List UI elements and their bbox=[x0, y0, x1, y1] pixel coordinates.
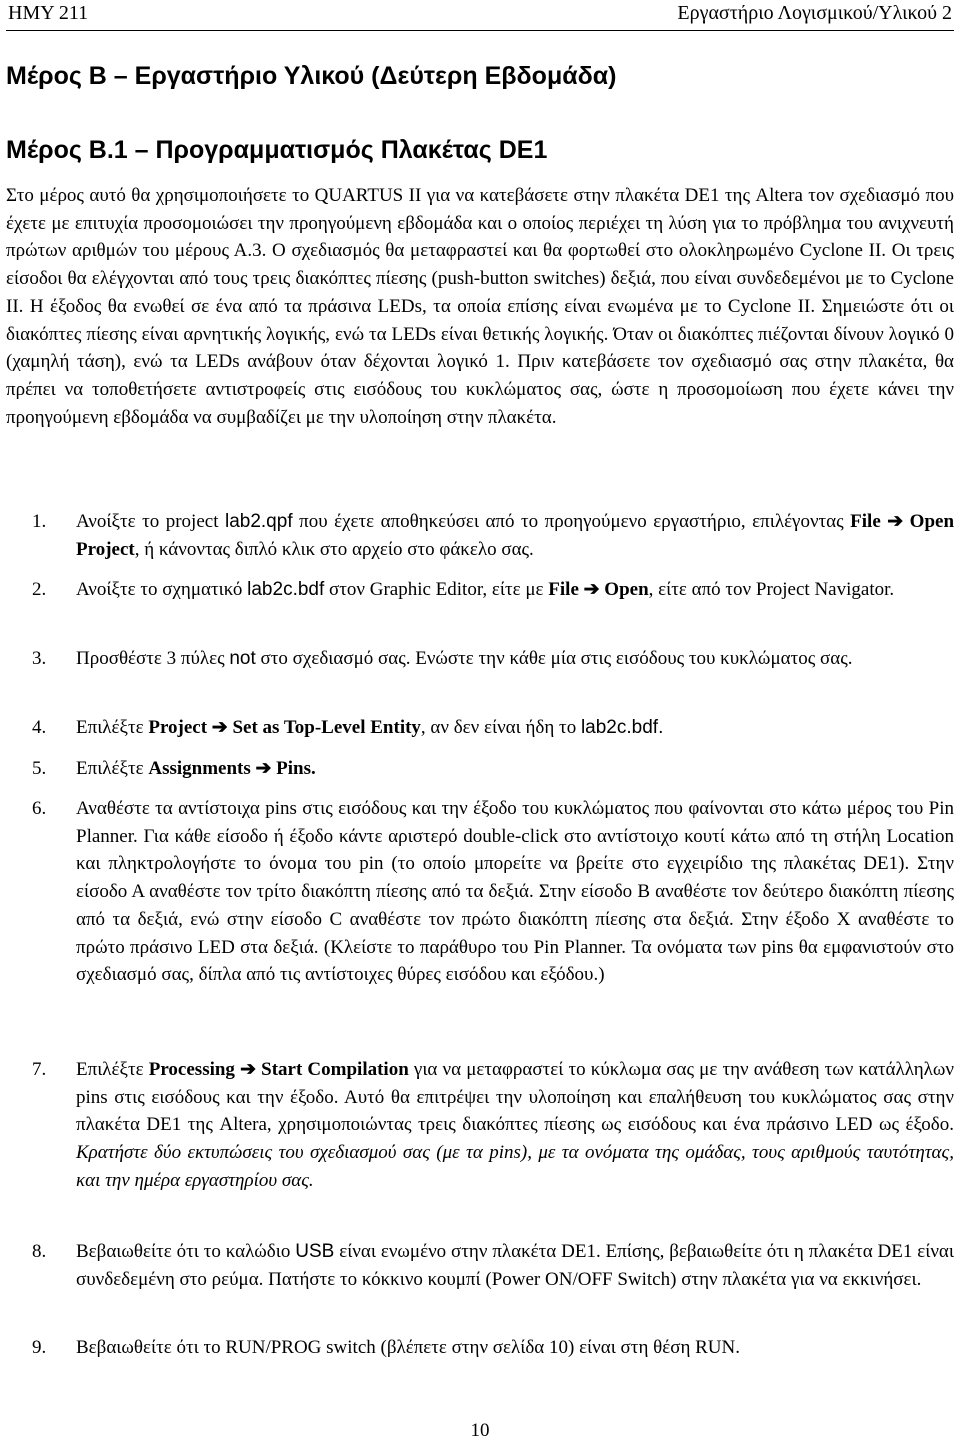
text: στον Graphic Editor, είτε με bbox=[324, 579, 549, 600]
text: Ανοίξτε το σχηματικό bbox=[76, 579, 248, 600]
text: Επιλέξτε bbox=[76, 758, 149, 779]
list-item bbox=[32, 795, 954, 989]
course-code: ΗΜΥ 211 bbox=[8, 2, 89, 24]
menu-path: Assignments ➔ Pins. bbox=[148, 758, 316, 779]
text: , είτε από τον Project Navigator. bbox=[648, 579, 895, 600]
text: Αναθέστε τα αντίστοιχα pins στις εισόδους και την έξοδο του κυκλώματος που φαίνονται στο κάτω μέρος του Pin Planner. Για κάθε είσοδο ή έξοδο κάντε αριστερό double-click στο αντίστοιχο κουτί κάτω από τη στήλη Location και πληκτρολογήστε το όνομα του pin (το οποίο μπορείτε να βρείτε στο εγχειρίδιο της πλακέτας DE1). Στην είσοδο Α αναθέστε τον τρίτο διακόπτη πίεσης από τα δεξιά. Στην είσοδο Β αναθέστε τον δεύτερο διακόπτη πίεσης από τα δεξιά, ενώ στην είσοδο C αναθέστε τον πρώτο διακόπτη πίεσης στα δεξιά. Στην έξοδο Χ αναθέστε το πρώτο πράσινο LED στα δεξιά. (Κλείστε το παράθυρο του Pin Planner. Τα ονόματα των pins θα εμφανιστούν στο σχεδιασμό σας, δίπλα από τις αντίστοιχες θύρες εισόδου και εξόδου.) bbox=[76, 798, 954, 986]
part-title: Μέρος Β – Εργαστήριο Υλικού (Δεύτερη Εβδομάδα) bbox=[6, 62, 617, 90]
list-item bbox=[32, 1238, 954, 1293]
item-number: 6. bbox=[32, 798, 47, 819]
menu-path: Project ➔ Set as Top-Level Entity bbox=[148, 717, 421, 738]
text: Επιλέξτε bbox=[76, 1059, 149, 1080]
item-number: 3. bbox=[32, 648, 47, 669]
list-item bbox=[32, 714, 954, 742]
list-item bbox=[32, 645, 954, 673]
text: που έχετε αποθηκεύσει από το προηγούμενο εργαστήριο, επιλέγοντας bbox=[292, 511, 851, 532]
gate-name: not bbox=[229, 648, 256, 669]
text: στο σχεδιασμό σας. Ενώστε την κάθε μία στις εισόδους του κυκλώματος σας. bbox=[255, 648, 853, 669]
item-number: 4. bbox=[32, 717, 47, 738]
menu-path: File ➔ Open Project bbox=[76, 511, 955, 560]
page-number: 10 bbox=[470, 1420, 490, 1441]
text: είναι ενωμένο στην πλακέτα DE1. Επίσης, βεβαιωθείτε ότι η πλακέτα DE1 είναι συνδεδεμένη στο ρεύμα. Πατήστε το κόκκινο κουμπί (Power ON/OFF Switch) στην πλακέτα για να εκκινήσει. bbox=[76, 1241, 954, 1290]
item-number: 9. bbox=[32, 1337, 47, 1358]
text: Βεβαιωθείτε ότι το RUN/PROG switch (βλέπετε στην σελίδα 10) είναι στη θέση RUN. bbox=[76, 1337, 740, 1358]
item-number: 7. bbox=[32, 1059, 47, 1080]
text: Ανοίξτε το project bbox=[76, 511, 225, 532]
text: , ή κάνοντας διπλό κλικ στο αρχείο στο φάκελο σας. bbox=[134, 538, 534, 560]
text: Επιλέξτε bbox=[76, 717, 149, 738]
note: Κρατήστε δύο εκτυπώσεις του σχεδιασμού σας (με τα pins), με τα ονόματα της ομάδας, τους αριθμούς ταυτότητας, και την ημέρα εργαστηρίου σας. bbox=[76, 1142, 954, 1191]
item-number: 5. bbox=[32, 758, 47, 779]
list-item bbox=[32, 1056, 954, 1195]
section-title: Μέρος Β.1 – Προγραμματισμός Πλακέτας DE1 bbox=[6, 136, 548, 164]
menu-path: File ➔ Open bbox=[548, 579, 649, 600]
text: Βεβαιωθείτε ότι το καλώδιο bbox=[76, 1241, 296, 1262]
cable-name: USB bbox=[295, 1241, 335, 1262]
item-number: 1. bbox=[32, 511, 47, 532]
header-title: Εργαστήριο Λογισμικού/Υλικού 2 bbox=[677, 2, 952, 24]
list-item bbox=[32, 1334, 954, 1362]
list-item bbox=[32, 508, 954, 563]
item-number: 8. bbox=[32, 1241, 47, 1262]
file-name: lab2c.bdf bbox=[247, 579, 325, 600]
page-header bbox=[6, 0, 954, 31]
file-name: lab2.qpf bbox=[224, 511, 293, 532]
item-number: 2. bbox=[32, 579, 47, 600]
text: για να μεταφραστεί το κύκλωμα σας με την ανάθεση των κατάλληλων pins στις εισόδους και την έξοδο. Αυτό θα επιτρέψει την υλοποίηση και επαλήθευση του κυκλώματος σας στην πλακέτα DE1 της Altera, χρησιμοποιώντας τρεις διακόπτες πίεσης ως εισόδους και ένα πράσινο LED ως έξοδο. bbox=[76, 1059, 954, 1136]
file-name: lab2c.bdf. bbox=[580, 717, 664, 738]
list-item bbox=[32, 576, 954, 604]
menu-path: Processing ➔ Start Compilation bbox=[148, 1059, 409, 1080]
list-item bbox=[32, 755, 954, 783]
text: Προσθέστε 3 πύλες bbox=[76, 648, 230, 669]
intro-paragraph: Στο μέρος αυτό θα χρησιμοποιήσετε το QUARTUS II για να κατεβάσετε στην πλακέτα DE1 της Altera τον σχεδιασμό που έχετε με επιτυχία προσομοιώσει την προηγούμενη εβδομάδα και ο οποίος περιέχει τη λύση για το πρόβλημα του ανιχνευτή πρώτων αριθμών του μέρους Α.3. Ο σχεδιασμός θα μεταφραστεί και θα φορτωθεί στο ολοκληρωμένο Cyclone II. Οι τρεις είσοδοι θα ελέγχονται από τους τρεις διακόπτες πίεσης (push-button switches) δεξιά, που είναι συνδεδεμένοι με το Cyclone II. Η έξοδος θα ενωθεί σε ένα από τα πράσινα LEDs, τα οποία επίσης είναι ενωμένα με το Cyclone II. Σημειώστε ότι οι διακόπτες πίεσης είναι αρνητικής λογικής, ενώ τα LEDs είναι θετικής λογικής. Όταν οι διακόπτες πιέζονται δίνουν λογικό 0 (χαμηλή τάση), ενώ τα LEDs ανάβουν όταν δέχονται λογικό 1. Πριν κατεβάσετε τον σχεδιασμό σας στην πλακέτα, θα πρέπει να τοποθετήσετε αντιστροφείς στις εισόδους του κυκλώματος σας, ώστε η προσομοίωση που έχετε κάνει την προηγούμενη εβδομάδα να συμβαδίζει με την υλοποίηση στην πλακέτα. bbox=[6, 185, 954, 428]
text: , αν δεν είναι ήδη το bbox=[420, 717, 581, 738]
